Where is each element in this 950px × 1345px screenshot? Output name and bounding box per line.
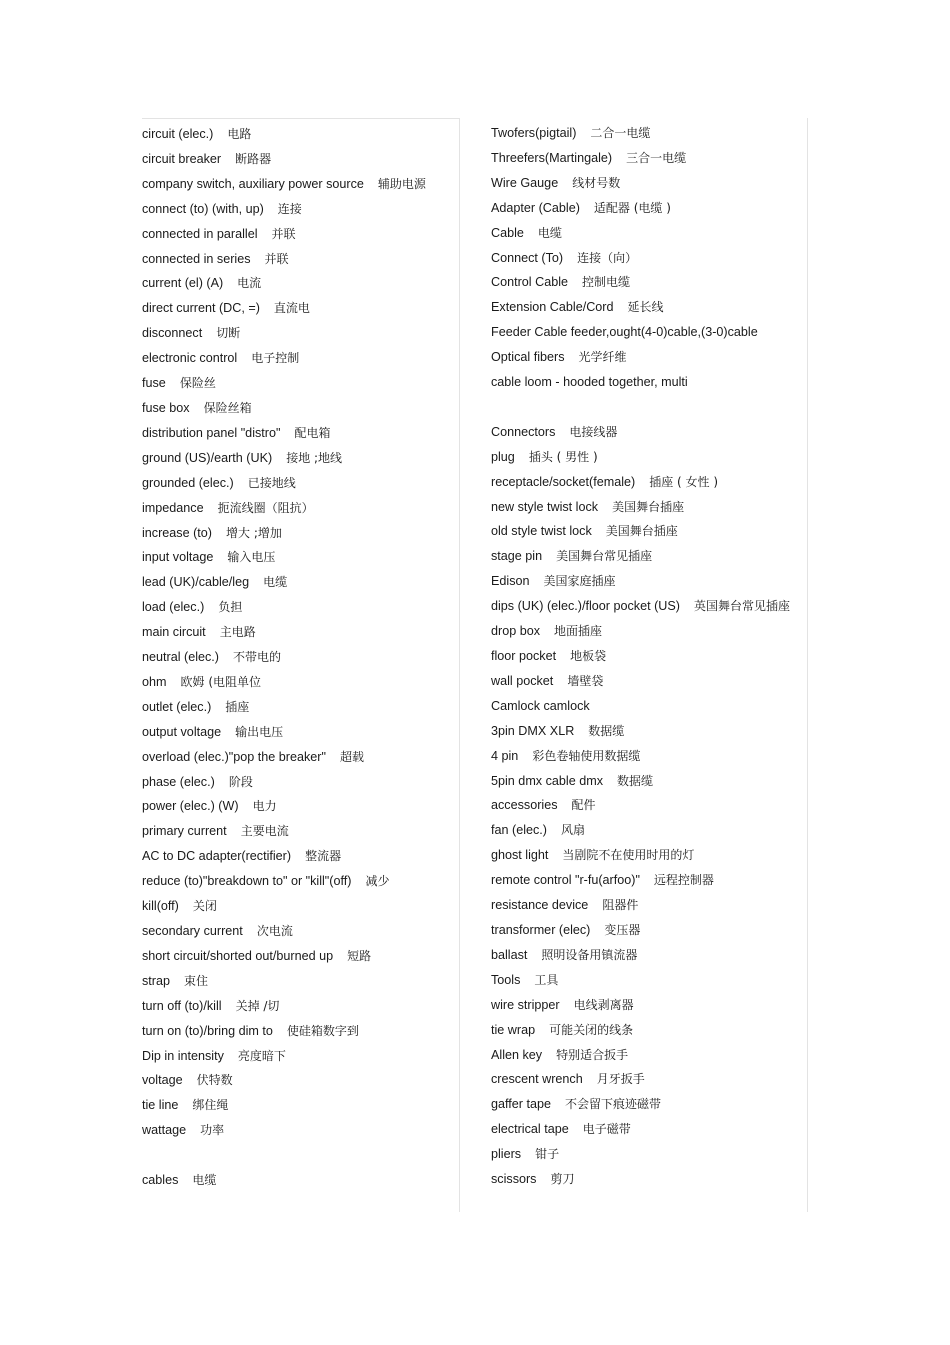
term-english: turn on (to)/bring dim to [142, 1023, 273, 1038]
term-chinese: 亮度暗下 [237, 1048, 286, 1063]
term-chinese: 不带电的 [233, 650, 282, 665]
term-chinese: 风扇 [561, 823, 586, 838]
blank-line [491, 395, 807, 420]
term-chinese: 彩色卷轴使用数据缆 [532, 748, 641, 763]
glossary-entry [142, 1118, 459, 1143]
term-chinese: 三合一电缆 [626, 150, 687, 165]
glossary-entry [491, 270, 807, 295]
left-column [142, 118, 460, 1212]
term-chinese: 已接地线 [247, 475, 296, 490]
term-english: impedance [142, 500, 204, 515]
term-english: fuse box [142, 400, 190, 415]
glossary-entry [491, 644, 807, 669]
term-english: fan (elec.) [491, 823, 547, 838]
glossary-entry [491, 843, 807, 868]
term-english: grounded (elec.) [142, 475, 234, 490]
term-english: old style twist lock [491, 524, 592, 539]
term-english: wattage [142, 1123, 187, 1138]
term-chinese: 远程控制器 [653, 873, 714, 888]
term-english: ghost light [491, 848, 549, 863]
term-english: 3pin DMX XLR [491, 723, 575, 738]
glossary-entry [491, 993, 807, 1018]
term-english: Allen key [491, 1047, 543, 1062]
glossary-entry [491, 295, 807, 320]
glossary-entry [142, 570, 459, 595]
glossary-entry [142, 770, 459, 795]
term-chinese: 数据缆 [617, 773, 654, 788]
glossary-entry [142, 222, 459, 247]
term-english: fuse [142, 376, 166, 391]
term-chinese: 主电路 [219, 625, 256, 640]
term-chinese: 英国舞台常见插座 [693, 599, 790, 614]
glossary-entry [491, 544, 807, 569]
right-entries [491, 121, 807, 1192]
term-chinese: 变压器 [604, 922, 641, 937]
term-chinese: 延长线 [627, 300, 664, 315]
term-chinese: 接地 ;地线 [286, 450, 343, 465]
term-chinese: 线材号数 [572, 175, 621, 190]
term-english: wall pocket [491, 673, 554, 688]
glossary-entry [142, 521, 459, 546]
glossary-entry [142, 172, 459, 197]
term-english: primary current [142, 824, 227, 839]
term-english: Twofers(pigtail) [491, 126, 577, 140]
term-english: tie line [142, 1098, 179, 1113]
term-english: increase (to) [142, 525, 212, 540]
term-english: power (elec.) (W) [142, 799, 239, 814]
term-english: lead (UK)/cable/leg [142, 575, 250, 590]
term-chinese: 电子控制 [251, 351, 300, 366]
term-chinese: 辅助电源 [377, 176, 426, 191]
glossary-entry [142, 545, 459, 570]
term-english: Tools [491, 972, 521, 987]
term-english: output voltage [142, 724, 222, 739]
term-chinese: 电子磁带 [582, 1122, 631, 1137]
term-english: ohm [142, 674, 167, 689]
term-english: electronic control [142, 351, 238, 366]
term-chinese: 二合一电缆 [590, 126, 651, 140]
glossary-entry [142, 1068, 459, 1093]
term-chinese: 照明设备用镇流器 [541, 947, 638, 962]
term-chinese: 钳子 [535, 1147, 560, 1162]
glossary-entry [491, 694, 807, 719]
term-chinese: 保险丝 [179, 376, 216, 391]
term-english: outlet (elec.) [142, 699, 212, 714]
term-english: crescent wrench [491, 1072, 583, 1087]
glossary-entry [142, 844, 459, 869]
glossary-entry [491, 146, 807, 171]
term-chinese: 减少 [365, 874, 390, 889]
glossary-entry [491, 1117, 807, 1142]
glossary-entry [142, 794, 459, 819]
glossary-entry [142, 396, 459, 421]
term-chinese: 负担 [218, 600, 243, 615]
blank-line [142, 1143, 459, 1168]
term-chinese: 电线剥离器 [573, 997, 634, 1012]
term-chinese: 美国舞台插座 [605, 524, 678, 539]
glossary-entry [491, 1067, 807, 1092]
term-english: wire stripper [491, 997, 560, 1012]
term-english: Wire Gauge [491, 175, 559, 190]
term-chinese: 伏特数 [196, 1073, 233, 1088]
term-chinese: 月牙扳手 [596, 1072, 645, 1087]
term-english: remote control "r-fu(arfoo)" [491, 873, 640, 888]
term-english: Connect (To) [491, 250, 564, 265]
term-english: scissors [491, 1172, 537, 1187]
glossary-entry [142, 1044, 459, 1069]
term-english: plug [491, 449, 515, 464]
glossary-entry [491, 121, 807, 146]
term-chinese: 工具 [534, 972, 559, 987]
term-english: company switch, auxiliary power source [142, 176, 364, 191]
term-english: resistance device [491, 898, 589, 913]
glossary-entry [491, 943, 807, 968]
term-chinese: 不会留下痕迹磁带 [565, 1097, 662, 1112]
term-english: Cable [491, 225, 524, 240]
glossary-entry [142, 745, 459, 770]
glossary-entry [491, 719, 807, 744]
glossary-entry [142, 496, 459, 521]
glossary-entry [491, 594, 807, 619]
term-english: Optical fibers [491, 350, 565, 365]
term-chinese: 整流器 [305, 849, 342, 864]
glossary-entry [491, 171, 807, 196]
term-english: Extension Cable/Cord [491, 300, 614, 315]
term-english: short circuit/shorted out/burned up [142, 948, 334, 963]
term-chinese: 墙壁袋 [567, 673, 604, 688]
term-chinese: 绑住绳 [192, 1098, 229, 1113]
glossary-entry [491, 221, 807, 246]
term-chinese: 连接 [277, 201, 302, 216]
glossary-entry [491, 669, 807, 694]
term-english: Feeder Cable feeder,ought(4-0)cable,(3-0)cable [491, 325, 758, 340]
term-chinese: 插座 [225, 699, 250, 714]
term-chinese: 次电流 [256, 924, 293, 938]
term-english: direct current (DC, =) [142, 301, 260, 316]
term-english: reduce (to)"breakdown to" or "kill"(off) [142, 874, 352, 889]
glossary-entry [142, 994, 459, 1019]
term-chinese: 地面插座 [554, 624, 603, 639]
left-entries [142, 122, 459, 1193]
glossary-entry [491, 868, 807, 893]
glossary-entry [491, 320, 807, 345]
term-english: neutral (elec.) [142, 650, 219, 665]
term-english: disconnect [142, 326, 203, 341]
term-chinese: 保险丝箱 [203, 400, 252, 415]
term-english: stage pin [491, 549, 543, 564]
term-chinese: 束住 [184, 973, 209, 988]
term-chinese: 插座 ( 女性 ) [649, 474, 719, 489]
term-chinese: 可能关闭的线条 [549, 1022, 634, 1037]
term-english: 5pin dmx cable dmx [491, 773, 603, 788]
term-english: input voltage [142, 550, 214, 565]
term-english: receptacle/socket(female) [491, 474, 636, 489]
term-english: Threefers(Martingale) [491, 150, 613, 165]
glossary-entry [491, 968, 807, 993]
term-chinese: 特别适合扳手 [556, 1047, 629, 1062]
glossary-entry [491, 1092, 807, 1117]
term-chinese: 短路 [347, 948, 372, 963]
term-chinese: 插头 ( 男性 ) [528, 449, 598, 464]
glossary-entry [142, 1168, 459, 1193]
glossary-entry [142, 645, 459, 670]
glossary-entry [142, 620, 459, 645]
glossary-entry [142, 1093, 459, 1118]
glossary-entry [142, 247, 459, 272]
glossary-entry [142, 969, 459, 994]
term-english: dips (UK) (elec.)/floor pocket (US) [491, 599, 680, 614]
glossary-entry [491, 519, 807, 544]
term-english: cable loom - hooded together, multi [491, 375, 688, 390]
term-english: new style twist lock [491, 499, 599, 514]
term-english: connected in series [142, 251, 251, 266]
term-english: main circuit [142, 625, 206, 640]
glossary-entry [142, 296, 459, 321]
term-english: strap [142, 973, 170, 988]
term-english: circuit breaker [142, 151, 222, 166]
term-chinese: 直流电 [273, 301, 310, 316]
glossary-entry [491, 744, 807, 769]
glossary-entry [491, 818, 807, 843]
term-english: tie wrap [491, 1022, 536, 1037]
term-english: cables [142, 1173, 179, 1188]
term-chinese: 功率 [200, 1123, 225, 1138]
glossary-entry [142, 421, 459, 446]
glossary-entry [491, 1142, 807, 1167]
glossary-entry [142, 1019, 459, 1044]
glossary-entry [142, 371, 459, 396]
term-chinese: 剪刀 [550, 1172, 575, 1187]
term-english: 4 pin [491, 748, 519, 763]
glossary-entry [142, 695, 459, 720]
term-chinese: 阻器件 [602, 898, 639, 913]
glossary-entry [142, 819, 459, 844]
term-english: electrical tape [491, 1122, 569, 1137]
term-english: Adapter (Cable) [491, 200, 580, 215]
term-english: AC to DC adapter(rectifier) [142, 849, 292, 864]
term-english: Edison [491, 574, 530, 589]
term-chinese: 电接线器 [569, 424, 618, 439]
term-english: gaffer tape [491, 1097, 551, 1112]
glossary-entry [142, 471, 459, 496]
glossary-entry [142, 720, 459, 745]
term-chinese: 配件 [571, 798, 596, 813]
term-chinese: 电缆 [537, 225, 562, 240]
term-chinese: 扼流线圈（阻抗） [217, 500, 314, 515]
glossary-entry [491, 569, 807, 594]
term-chinese: 使硅箱数字到 [286, 1023, 359, 1038]
term-chinese: 电缆 [263, 575, 288, 590]
term-english: floor pocket [491, 649, 557, 664]
term-english: Camlock camlock [491, 698, 590, 713]
term-english: kill(off) [142, 899, 179, 914]
term-chinese: 控制电缆 [582, 275, 631, 290]
glossary-entry [491, 370, 807, 395]
term-english: transformer (elec) [491, 922, 591, 937]
glossary-entry [491, 619, 807, 644]
term-english: ground (US)/earth (UK) [142, 450, 273, 465]
term-chinese: 欧姆 (电阻单位 [180, 674, 261, 689]
term-english: load (elec.) [142, 600, 205, 615]
term-chinese: 关闭 [192, 899, 217, 914]
term-chinese: 电流 [237, 276, 262, 291]
term-chinese: 电缆 [192, 1173, 217, 1188]
glossary-entry [142, 147, 459, 172]
right-column [491, 118, 808, 1212]
term-chinese: 切断 [216, 326, 241, 341]
glossary-entry [142, 595, 459, 620]
term-chinese: 美国舞台常见插座 [556, 549, 653, 564]
glossary-entry [142, 670, 459, 695]
term-english: accessories [491, 798, 558, 813]
term-english: turn off (to)/kill [142, 998, 222, 1013]
term-chinese: 阶段 [228, 774, 253, 789]
term-english: phase (elec.) [142, 774, 215, 789]
glossary-entry [142, 321, 459, 346]
glossary-entry [142, 446, 459, 471]
term-english: overload (elec.)"pop the breaker" [142, 749, 326, 764]
glossary-entry [491, 1167, 807, 1192]
term-english: ballast [491, 947, 528, 962]
glossary-entry [491, 470, 807, 495]
term-english: Dip in intensity [142, 1048, 224, 1063]
term-chinese: 当剧院不在使用时用的灯 [562, 848, 695, 863]
glossary-entry [491, 918, 807, 943]
glossary-entry [142, 894, 459, 919]
term-chinese: 并联 [271, 226, 296, 241]
term-chinese: 美国舞台插座 [612, 499, 685, 514]
term-chinese: 断路器 [235, 151, 272, 166]
term-chinese: 关掉 /切 [235, 998, 280, 1013]
glossary-entry [142, 122, 459, 147]
glossary-entry [491, 345, 807, 370]
term-english: secondary current [142, 924, 243, 938]
term-chinese: 数据缆 [588, 723, 625, 738]
term-chinese: 并联 [264, 251, 289, 266]
glossary-entry [142, 944, 459, 969]
term-english: connect (to) (with, up) [142, 201, 264, 216]
glossary-entry [491, 196, 807, 221]
glossary-entry [491, 445, 807, 470]
term-chinese: 美国家庭插座 [543, 574, 616, 589]
term-english: drop box [491, 624, 541, 639]
glossary-entry [491, 1043, 807, 1068]
term-english: connected in parallel [142, 226, 258, 241]
glossary-entry [142, 346, 459, 371]
term-english: current (el) (A) [142, 276, 224, 291]
glossary-entry [491, 495, 807, 520]
term-chinese: 主要电流 [240, 824, 289, 839]
glossary-entry [142, 919, 459, 944]
term-english: Connectors [491, 424, 556, 439]
term-chinese: 输入电压 [227, 550, 276, 565]
term-chinese: 适配器 (电缆 ) [593, 200, 671, 215]
term-chinese: 增大 ;增加 [226, 525, 282, 540]
term-chinese: 配电箱 [294, 425, 331, 440]
term-chinese: 超载 [339, 749, 364, 764]
glossary-entry [491, 769, 807, 794]
term-english: distribution panel "distro" [142, 425, 281, 440]
term-english: Control Cable [491, 275, 569, 290]
term-chinese: 电路 [227, 127, 252, 141]
glossary-entry [491, 1018, 807, 1043]
term-chinese: 输出电压 [235, 724, 284, 739]
term-english: pliers [491, 1147, 522, 1162]
term-english: voltage [142, 1073, 183, 1088]
glossary-entry [142, 197, 459, 222]
term-chinese: 光学纤维 [578, 350, 627, 365]
glossary-entry [491, 793, 807, 818]
term-english: circuit (elec.) [142, 127, 214, 141]
term-chinese: 电力 [252, 799, 277, 814]
glossary-entry [491, 893, 807, 918]
term-chinese: 连接（向） [577, 250, 638, 265]
glossary-entry [491, 246, 807, 271]
glossary-entry [491, 420, 807, 445]
glossary-entry [142, 869, 459, 894]
glossary-entry [142, 271, 459, 296]
term-chinese: 地板袋 [570, 649, 607, 664]
